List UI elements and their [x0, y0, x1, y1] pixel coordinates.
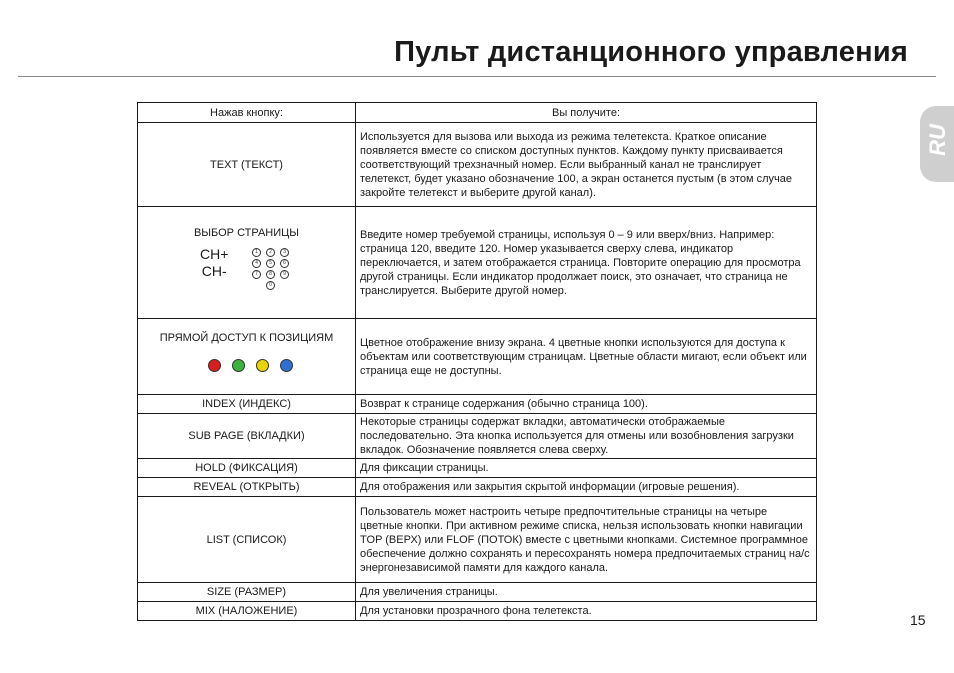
channel-keypad-illustration: [142, 242, 351, 300]
teletext-table: [137, 102, 817, 621]
table-row: [138, 123, 817, 207]
col-header-key: Нажав кнопку:: [138, 103, 356, 123]
row-desc: Пользователь может настроить четыре предпочтительные страницы на четыре цветные кнопки. При активном режиме списка, нельзя использовать кнопки навигации TOP (ВЕРХ) или FLOF (ПОТОК) вместе с цветными кнопками. Системное программное обеспечение должно сохранять и пересохранять номера предпочитаемых страниц на/с энергонезависимой памяти для каждого канала.: [356, 497, 817, 583]
table-row: [138, 459, 817, 478]
row-desc: Некоторые страницы содержат вкладки, автоматически отображаемые последовательно. Эта кнопка используется для отмены или возобновления загрузки вкладок. Обозначение появляется слева сверху.: [356, 414, 817, 459]
row-key: SIZE (РАЗМЕР): [138, 583, 356, 602]
digit-keypad-icon: [252, 248, 296, 296]
row-desc: Возврат к странице содержания (обычно страница 100).: [356, 395, 817, 414]
language-label: RU: [925, 124, 950, 156]
blue-button-icon: [280, 359, 293, 372]
digit-key-icon: 6: [280, 259, 289, 268]
row-key: TEXT (ТЕКСТ): [138, 123, 356, 207]
table-row: [138, 478, 817, 497]
row-key: ПРЯМОЙ ДОСТУП К ПОЗИЦИЯМ: [159, 331, 334, 344]
title-divider: [18, 76, 936, 77]
row-desc: Для отображения или закрытия скрытой информации (игровые решения).: [356, 478, 817, 497]
row-key: REVEAL (ОТКРЫТЬ): [138, 478, 356, 497]
channel-labels: [200, 246, 228, 280]
table-row: [138, 497, 817, 583]
row-key-cell: [138, 319, 356, 395]
table-row: [138, 395, 817, 414]
green-button-icon: [232, 359, 245, 372]
table-header-row: [138, 103, 817, 123]
row-desc: Для установки прозрачного фона телетекста.: [356, 602, 817, 621]
row-key-cell: [138, 207, 356, 319]
row-key: ВЫБОР СТРАНИЦЫ: [193, 226, 300, 239]
digit-key-icon: 7: [252, 270, 261, 279]
row-desc: Введите номер требуемой страницы, используя 0 – 9 или вверх/вниз. Например: страница 120, введите 120. Номер указывается сверху слева, индикатор переключается, и затем отображается страница. Повторите операцию для просмотра другой страницы. Если индикатор продолжает поиск, это означает, что страница не транслируется. Выберите другой номер.: [356, 207, 817, 319]
color-buttons-illustration: [142, 353, 351, 383]
digit-key-icon: 5: [266, 259, 275, 268]
digit-key-icon: 0: [266, 281, 275, 290]
digit-key-icon: 4: [252, 259, 261, 268]
row-key: HOLD (ФИКСАЦИЯ): [138, 459, 356, 478]
table-row: [138, 207, 817, 319]
page-title: Пульт дистанционного управления: [394, 36, 908, 68]
row-key: SUB PAGE (ВКЛАДКИ): [138, 414, 356, 459]
digit-key-icon: 1: [252, 248, 261, 257]
digit-key-icon: 2: [266, 248, 275, 257]
red-button-icon: [208, 359, 221, 372]
ch-plus-label: CH+: [200, 245, 229, 262]
page-number: 15: [910, 612, 926, 628]
row-desc: Для увеличения страницы.: [356, 583, 817, 602]
table-row: [138, 583, 817, 602]
language-tab: [920, 106, 954, 182]
row-key: INDEX (ИНДЕКС): [138, 395, 356, 414]
row-desc: Для фиксации страницы.: [356, 459, 817, 478]
table-row: [138, 319, 817, 395]
row-key: LIST (СПИСОК): [138, 497, 356, 583]
digit-key-icon: 8: [266, 270, 275, 279]
row-desc: Цветное отображение внизу экрана. 4 цветные кнопки используются для доступа к объектам или соответствующим страницам. Цветные области мигают, если объект или страница еще не доступны.: [356, 319, 817, 395]
table-row: [138, 414, 817, 459]
row-desc: Используется для вызова или выхода из режима телетекста. Краткое описание появляется вместе со списком доступных пунктов. Каждому пункту присваивается соответствующий трехзначный номер. Если выбранный канал не транслирует телетекст, будет указано обозначение 100, а экран останется пустым (в этом случае закройте телетекст и выберите другой канал).: [356, 123, 817, 207]
digit-key-icon: 3: [280, 248, 289, 257]
col-header-result: Вы получите:: [356, 103, 817, 123]
digit-key-icon: 9: [280, 270, 289, 279]
yellow-button-icon: [256, 359, 269, 372]
ch-minus-label: CH-: [201, 262, 227, 279]
table-row: [138, 602, 817, 621]
row-key: MIX (НАЛОЖЕНИЕ): [138, 602, 356, 621]
